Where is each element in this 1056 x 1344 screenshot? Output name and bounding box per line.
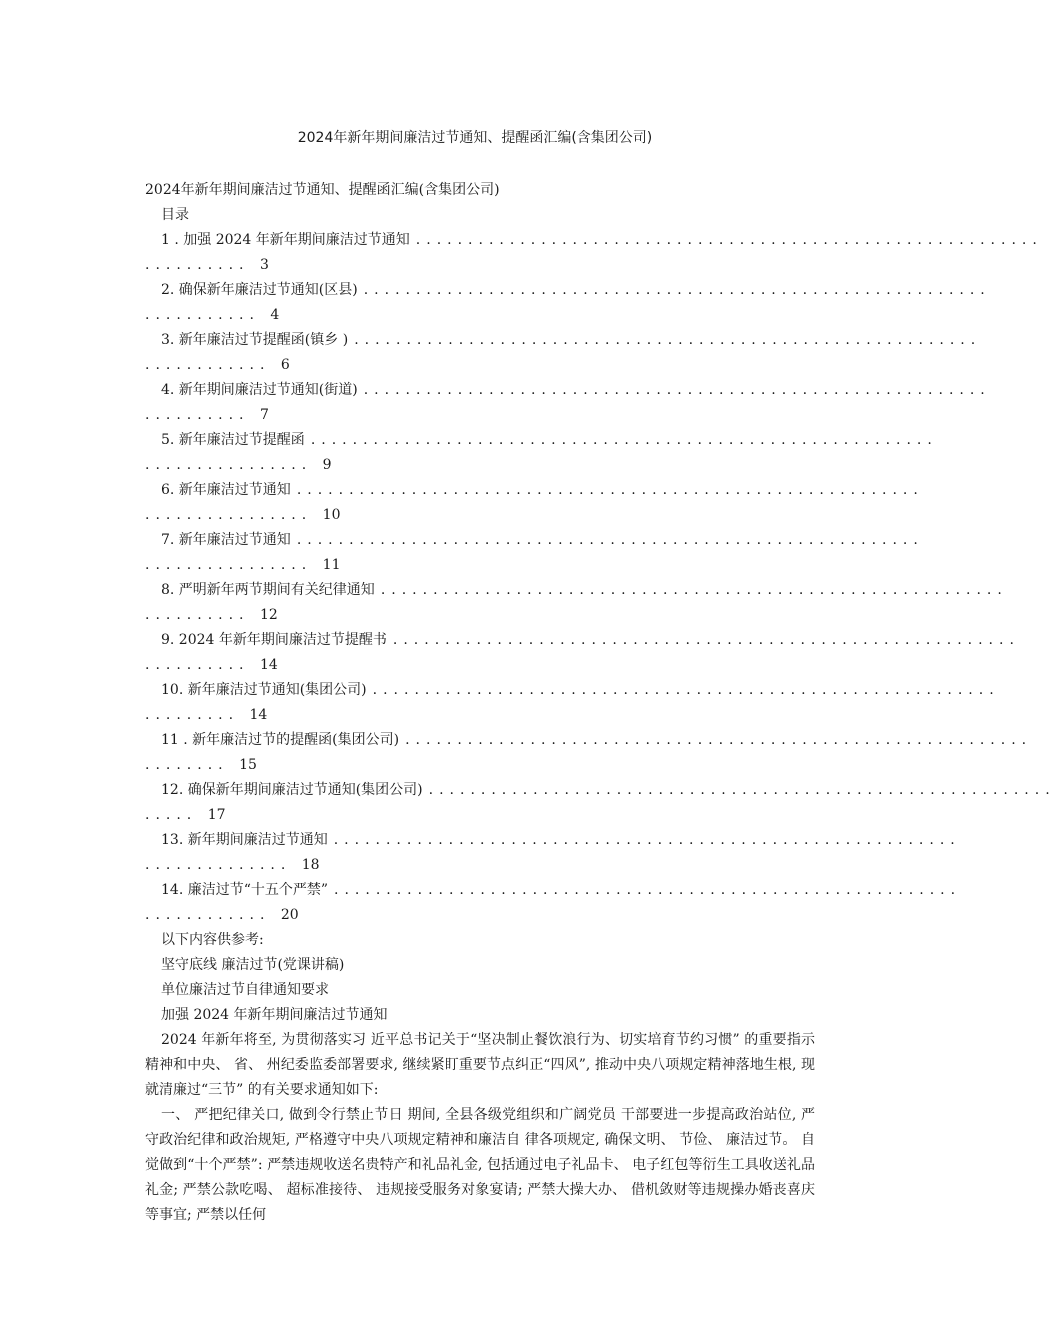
toc-leader-dots: ................	[145, 507, 323, 523]
toc-entry-title: 14. 廉洁过节“十五个严禁”	[161, 882, 329, 898]
toc-entry[interactable]	[145, 878, 962, 928]
toc-leader-dots: ............................................................	[405, 732, 1033, 748]
document-subtitle: 2024年新年期间廉洁过节通知、提醒函汇编(含集团公司)	[145, 182, 500, 198]
toc-leader-dots: ............................................................	[334, 882, 962, 898]
toc-entry-title: 3. 新年廉洁过节提醒函(镇乡 )	[161, 332, 349, 348]
toc-entry-title: 4. 新年期间廉洁过节通知(街道)	[161, 382, 358, 398]
toc-leader-dots: ............................................................	[333, 832, 961, 848]
toc-page-number: 15	[239, 757, 257, 773]
page-title: 2024年新年期间廉洁过节通知、提醒函汇编(含集团公司)	[297, 130, 653, 146]
reference-item: 单位廉洁过节自律通知要求	[161, 982, 329, 998]
toc-page-number: 18	[301, 857, 320, 873]
toc-leader-dots: ............................................................	[363, 282, 991, 298]
toc-leader-dots: ..........	[145, 657, 260, 673]
toc-entry[interactable]	[145, 278, 991, 328]
toc-entry[interactable]	[145, 478, 924, 528]
toc-entry[interactable]	[145, 728, 1033, 778]
toc-page-number: 14	[259, 657, 278, 673]
toc-leader-dots: ............................................................	[392, 632, 1020, 648]
toc-entry-title: 2. 确保新年廉洁过节通知(区县)	[161, 282, 358, 298]
toc-page-number: 17	[207, 807, 226, 823]
toc-entry-title: 8. 严明新年两节期间有关纪律通知	[161, 582, 375, 598]
toc-page-number: 10	[322, 507, 341, 523]
toc-leader-dots: ............................................................	[310, 432, 938, 448]
toc-leader-dots: ............................................................	[380, 582, 1008, 598]
toc-leader-dots: ............................................................	[363, 382, 991, 398]
toc-leader-dots: ..........	[145, 607, 260, 623]
toc-page-number: 20	[280, 907, 299, 923]
toc-leader-dots: ...........	[145, 307, 271, 323]
toc-entry[interactable]	[145, 328, 982, 378]
toc-leader-dots: .........	[145, 707, 250, 723]
toc-leader-dots: ............................................................	[296, 532, 924, 548]
toc-page-number: 12	[259, 607, 278, 623]
toc-entry[interactable]	[145, 378, 991, 428]
toc-leader-dots: ..............	[145, 857, 302, 873]
table-of-contents	[145, 228, 1056, 928]
toc-entry[interactable]	[145, 578, 1008, 628]
toc-entry[interactable]	[145, 428, 938, 478]
toc-page-number: 7	[259, 407, 269, 423]
reference-item: 坚守底线 廉洁过节(党课讲稿)	[161, 957, 345, 973]
toc-entry-title: 7. 新年廉洁过节通知	[161, 532, 291, 548]
toc-leader-dots: ............................................................	[296, 482, 924, 498]
section-title: 加强 2024 年新年期间廉洁过节通知	[161, 1007, 388, 1023]
document-body	[145, 178, 1056, 1228]
toc-entry-title: 10. 新年廉洁过节通知(集团公司)	[161, 682, 367, 698]
toc-entry-title: 9. 2024 年新年期间廉洁过节提醒书	[161, 632, 387, 648]
toc-leader-dots: ............................................................	[372, 682, 1000, 698]
toc-heading: 目录	[161, 207, 189, 223]
toc-leader-dots: ............	[145, 907, 281, 923]
toc-entry[interactable]	[145, 228, 1043, 278]
toc-leader-dots: ........	[145, 757, 240, 773]
toc-leader-dots: .....	[145, 807, 208, 823]
toc-entry-title: 11 . 新年廉洁过节的提醒函(集团公司)	[161, 732, 400, 748]
toc-entry-title: 13. 新年期间廉洁过节通知	[161, 832, 328, 848]
toc-leader-dots: ............	[145, 357, 281, 373]
body-paragraph: 2024 年新年将至, 为贯彻落实习 近平总书记关于“坚决制止餐饮浪行为、切实培育节约习惯” 的重要指示精神和中央、 省、 州纪委监委部署要求, 继续紧盯重要节点纠正“四风”, 推动中央八项规定精神落地生根, 现就清廉过“三节” 的有关要求通知如下:	[145, 1032, 815, 1098]
toc-entry[interactable]	[145, 528, 924, 578]
toc-entry[interactable]	[145, 828, 961, 878]
toc-leader-dots: ..........	[145, 407, 260, 423]
toc-entry-title: 1 . 加强 2024 年新年期间廉洁过节通知	[161, 232, 410, 248]
reference-heading: 以下内容供参考:	[161, 932, 264, 948]
toc-entry[interactable]	[145, 678, 1000, 728]
toc-leader-dots: ............................................................	[415, 232, 1043, 248]
toc-page-number: 4	[270, 307, 280, 323]
toc-page-number: 6	[280, 357, 290, 373]
body-paragraph: 一、 严把纪律关口, 做到令行禁止节日 期间, 全县各级党组织和广阔党员 干部要进一步提高政治站位, 严守政治纪律和政治规矩, 严格遵守中央八项规定精神和廉洁自 律各项规定, 确保文明、 节俭、 廉洁过节。 自 觉做到“十个严禁”: 严禁违规收送名贵特产和礼品礼金, 包括通过电子礼品卡、 电子红包等衍生工具收送礼品礼金; 严禁公款吃喝、 超标准接待、 违规接受服务对象宴请; 严禁大操大办、 借机敛财等违规操办婚丧喜庆等事宜; 严禁以任何	[145, 1107, 815, 1223]
toc-entry-title: 12. 确保新年期间廉洁过节通知(集团公司)	[161, 782, 423, 798]
toc-leader-dots: ................	[145, 457, 323, 473]
toc-page-number: 11	[322, 557, 341, 573]
toc-leader-dots: ..........	[145, 257, 260, 273]
toc-leader-dots: ............................................................	[428, 782, 1056, 798]
toc-entry[interactable]	[145, 778, 1056, 828]
toc-page-number: 14	[249, 707, 268, 723]
toc-leader-dots: ............................................................	[354, 332, 982, 348]
toc-leader-dots: ................	[145, 557, 323, 573]
toc-entry[interactable]	[145, 628, 1020, 678]
toc-entry-title: 6. 新年廉洁过节通知	[161, 482, 291, 498]
toc-page-number: 3	[259, 257, 269, 273]
toc-page-number: 9	[322, 457, 332, 473]
toc-entry-title: 5. 新年廉洁过节提醒函	[161, 432, 305, 448]
